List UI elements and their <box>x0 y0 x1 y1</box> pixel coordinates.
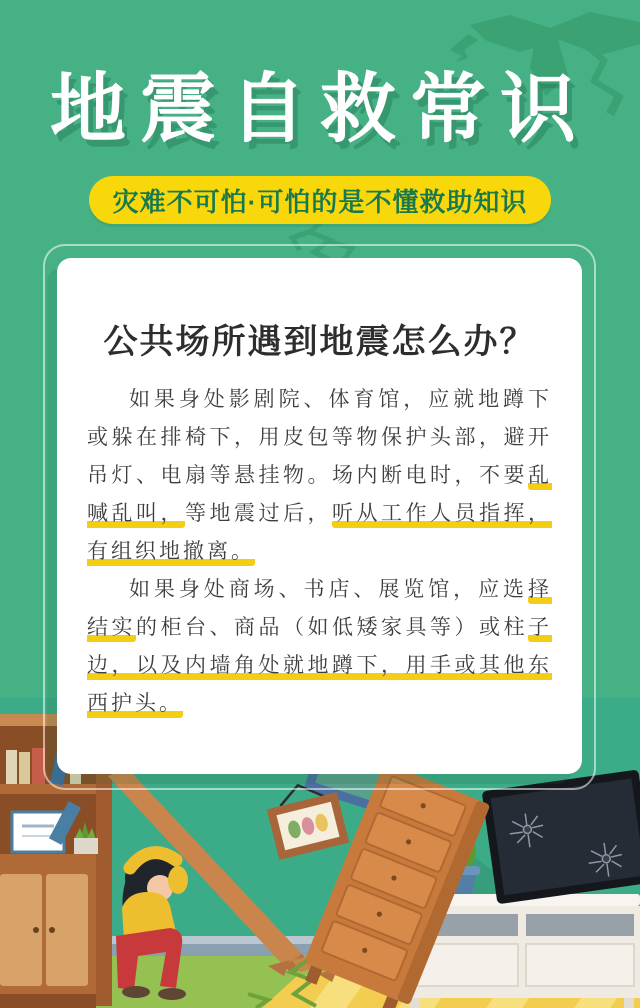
paragraph <box>87 571 552 723</box>
highlighted-text: 子边，以及内墙角处就地蹲下，用手或其他东西护头。 <box>87 616 552 718</box>
highlighted-text: 择结实 <box>87 578 552 642</box>
body-text: 等地震过后， <box>185 502 332 525</box>
page-title: 地震自救常识 <box>50 64 590 153</box>
content-card-frame <box>43 244 596 790</box>
subtitle-text: 灾难不可怕·可怕的是不懂救助知识 <box>112 186 528 217</box>
paragraph <box>87 381 552 571</box>
card-body <box>87 381 552 723</box>
highlighted-text: 听从工作人员指挥，有组织地撤离。 <box>87 502 552 566</box>
body-text: 的柜台、商品（如低矮家具等）或柱 <box>136 616 528 639</box>
body-text: 如果身处影剧院、体育馆，应就地蹲下或躲在排椅下，用皮包等物保护头部，避开吊灯、电扇等悬挂物。场内断电时，不要 <box>87 388 552 487</box>
highlighted-text: 乱喊乱叫， <box>87 464 552 528</box>
card-title: 公共场所遇到地震怎么办？ <box>103 323 536 361</box>
content-card <box>57 258 582 774</box>
subtitle-banner <box>89 176 551 224</box>
body-text: 如果身处商场、书店、展览馆，应选 <box>129 578 528 601</box>
